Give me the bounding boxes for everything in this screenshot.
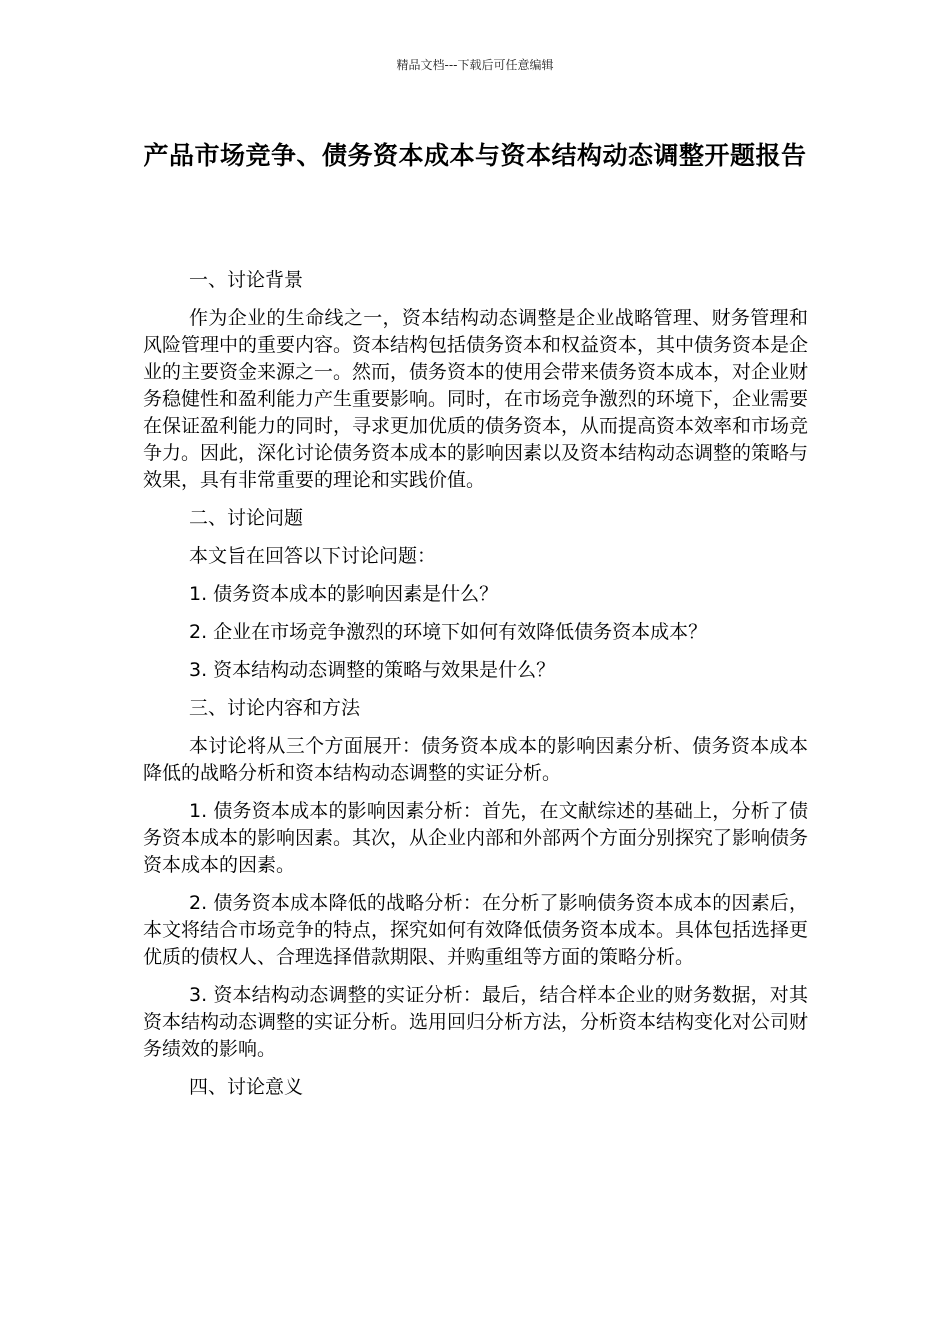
section-heading-background: 一、讨论背景 [189, 269, 304, 291]
questions-intro: 本文旨在回答以下讨论问题： [189, 545, 437, 567]
question-item: 2. 企业在市场竞争激烈的环境下如何有效降低债务资本成本？ [189, 621, 708, 643]
content-method-item: 3. 资本结构动态调整的实证分析：最后，结合样本企业的财务数据，对其资本结构动态调整的实证分析。选用回归分析方法，分析资本结构变化对公司财务绩效的影响。 [143, 984, 809, 1060]
section-heading-content-method: 三、讨论内容和方法 [189, 697, 361, 719]
header-note: 精品文档---下载后可任意编辑 [396, 58, 554, 72]
background-paragraph: 作为企业的生命线之一，资本结构动态调整是企业战略管理、财务管理和风险管理中的重要内容。资本结构包括债务资本和权益资本，其中债务资本是企业的主要资金来源之一。然而，债务资本的使用会带来债务资本成本，对企业财务稳健性和盈利能力产生重要影响。同时，在市场竞争激烈的环境下，企业需要在保证盈利能力的同时，寻求更加优质的债务资本，从而提高资本效率和市场竞争力。因此，深化讨论债务资本成本的影响因素以及资本结构动态调整的策略与效果，具有非常重要的理论和实践价值。 [143, 307, 809, 491]
document-title: 产品市场竞争、债务资本成本与资本结构动态调整开题报告 [143, 141, 807, 170]
content-method-intro: 本讨论将从三个方面展开：债务资本成本的影响因素分析、债务资本成本降低的战略分析和资本结构动态调整的实证分析。 [143, 735, 808, 784]
content-method-item: 2. 债务资本成本降低的战略分析：在分析了影响债务资本成本的因素后，本文将结合市场竞争的特点，探究如何有效降低债务资本成本。具体包括选择更优质的债权人、合理选择借款期限、并购重组等方面的策略分析。 [143, 892, 809, 968]
content-method-item: 1. 债务资本成本的影响因素分析：首先，在文献综述的基础上，分析了债务资本成本的影响因素。其次，从企业内部和外部两个方面分别探究了影响债务资本成本的因素。 [143, 800, 809, 876]
question-item: 3. 资本结构动态调整的策略与效果是什么？ [189, 659, 556, 681]
section-heading-significance: 四、讨论意义 [189, 1076, 304, 1098]
question-item: 1. 债务资本成本的影响因素是什么？ [189, 583, 499, 605]
document-body [143, 267, 808, 1112]
section-heading-questions: 二、讨论问题 [189, 507, 304, 529]
